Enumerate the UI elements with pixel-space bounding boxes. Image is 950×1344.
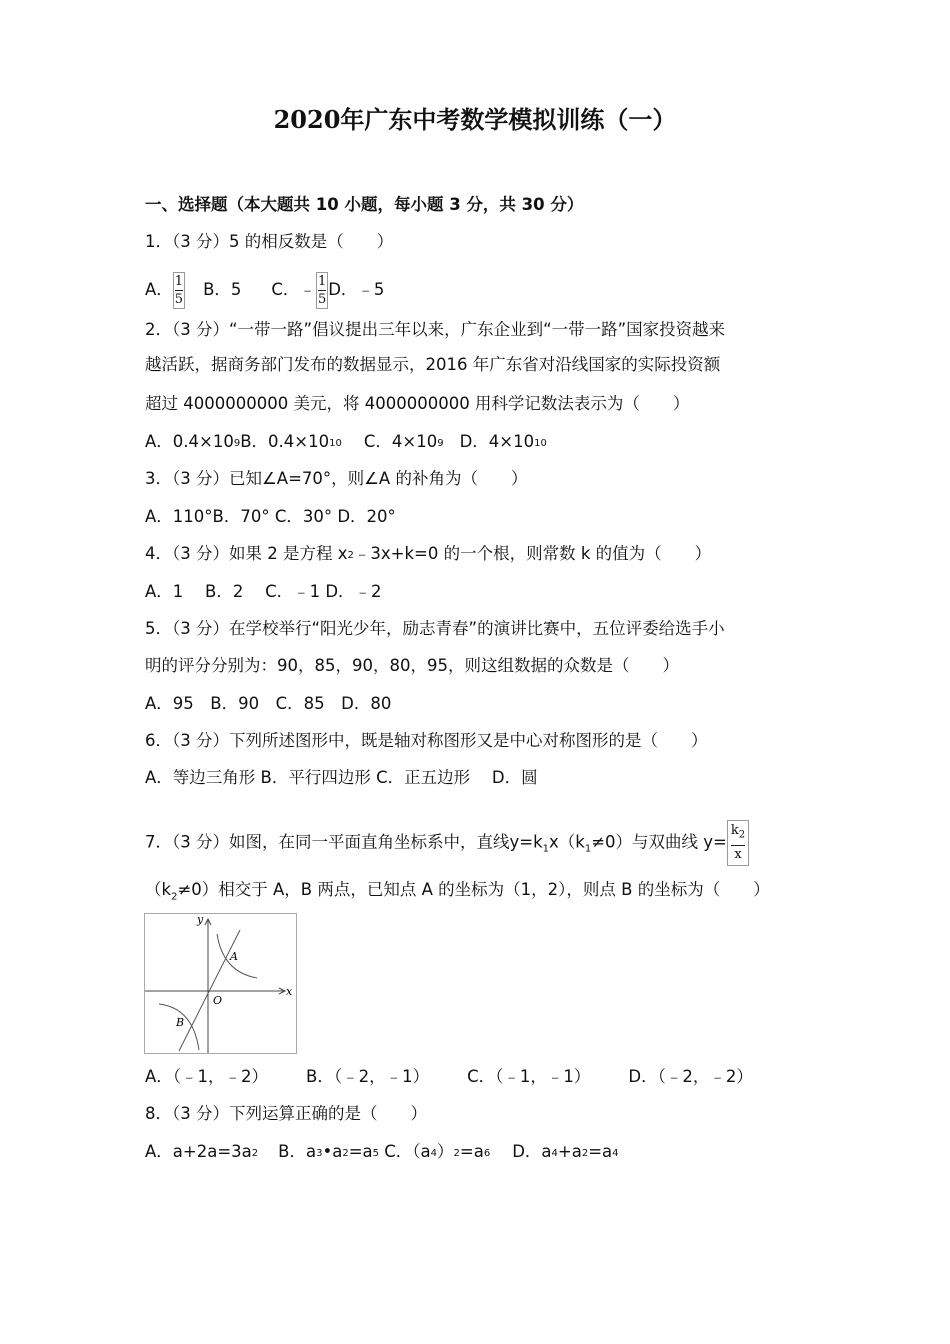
numerator	[731, 822, 745, 845]
question-8-stem: 8．（3 分）下列运算正确的是（ ）	[145, 1104, 427, 1123]
question-7-line-1	[145, 820, 749, 866]
option-c: C．（a	[379, 1142, 431, 1161]
question-6-stem: 6．（3 分）下列所述图形中，既是轴对称图形又是中心对称图形的是（ ）	[145, 731, 708, 750]
option-d: D．﹣5	[328, 280, 385, 299]
question-3-stem: 3．（3 分）已知∠A=70°，则∠A 的补角为（ ）	[145, 469, 528, 488]
label-point-a: A	[230, 950, 238, 963]
denominator: 5	[317, 292, 327, 307]
fraction-k2-over-x	[727, 820, 749, 866]
exponent: 4	[612, 1148, 619, 1159]
question-2-line-1: 2．（3 分）“一带一路”倡议提出三年以来，广东企业到“一带一路”国家投资越来	[145, 320, 726, 339]
exponent: 3	[316, 1148, 323, 1159]
option-a: A．a+2a=3a	[145, 1142, 252, 1161]
option-d-part: +a	[557, 1142, 582, 1161]
option-b: B．a	[278, 1142, 317, 1161]
k-symbol: k	[730, 823, 739, 838]
question-5-options: A．95 B．90 C．85 D．80	[145, 694, 392, 713]
option-d: D．4×10	[459, 432, 535, 451]
option-d: D．a	[512, 1142, 552, 1161]
numerator: 1	[174, 274, 184, 289]
question-1-options	[145, 272, 384, 309]
numerator: 1	[317, 274, 327, 289]
exponent: 10	[534, 438, 547, 449]
coordinate-figure	[144, 913, 297, 1054]
question-3-options: A．110°B．70° C．30° D．20°	[145, 507, 396, 526]
question-8-options	[145, 1140, 619, 1164]
figure-svg	[145, 914, 296, 1053]
label-origin: O	[213, 994, 223, 1007]
exponent: 2	[342, 1148, 349, 1159]
question-2-line-2: 越活跃，据商务部门发布的数据显示，2016 年广东省对沿线国家的实际投资额	[145, 355, 721, 374]
option-b-part: •a	[322, 1142, 343, 1161]
question-4-options: A．1 B．2 C．﹣1 D．﹣2	[145, 582, 382, 601]
stem-part: ≠0）相交于 A，B 两点，已知点 A 的坐标为（1，2），则点 B 的坐标为（ ）	[177, 880, 770, 899]
option-c-part: ）	[437, 1142, 454, 1161]
stem-part: 4．（3 分）如果 2 是方程 x	[145, 544, 348, 563]
option-c: C．4×10	[363, 432, 438, 451]
option-a: A．0.4×10	[145, 432, 234, 451]
question-5-line-2: 明的评分分别为：90，85，90，80，95，则这组数据的众数是（ ）	[145, 656, 679, 675]
option-a: A．（﹣1，﹣2）	[145, 1067, 269, 1086]
exponent: 2	[347, 550, 354, 561]
option-a-label: A．	[145, 280, 173, 299]
question-7-options	[145, 1065, 753, 1089]
label-x: x	[286, 985, 293, 998]
denominator: x	[734, 846, 742, 862]
question-6-options: A．等边三角形 B．平行四边形 C．正五边形 D．圆	[145, 768, 538, 787]
exponent: 2	[581, 1148, 589, 1159]
subscript: 1	[542, 843, 550, 855]
option-b: B．5	[203, 280, 242, 299]
subscript: 2	[171, 891, 178, 903]
question-2-options	[145, 430, 547, 454]
question-2-line-3: 超过 4000000000 美元，将 4000000000 用科学记数法表示为（ ）	[145, 394, 690, 413]
stem-part: 7．（3 分）如图，在同一平面直角坐标系中，直线y=k	[145, 832, 543, 852]
stem-part: ≠0）与双曲线 y=	[591, 832, 727, 852]
exponent: 2	[453, 1148, 460, 1159]
option-c-label: C．﹣	[271, 280, 316, 299]
exponent: 2	[251, 1148, 259, 1159]
subscript: 1	[584, 843, 592, 855]
stem-part: x（k	[549, 832, 585, 852]
fraction-neg-one-fifth	[316, 272, 328, 309]
question-5-line-1: 5．（3 分）在学校举行“阳光少年，励志青春”的演讲比赛中，五位评委给选手小	[145, 619, 725, 638]
question-1-stem: 1．（3 分）5 的相反数是（ ）	[145, 232, 394, 251]
denominator: 5	[174, 292, 184, 307]
exponent: 9	[437, 438, 444, 449]
exponent: 6	[483, 1148, 491, 1159]
question-7-line-2	[145, 878, 770, 909]
option-b: B．（﹣2，﹣1）	[306, 1067, 430, 1086]
exponent: 4	[430, 1148, 438, 1159]
exponent: 10	[329, 438, 342, 449]
question-4-stem	[145, 542, 711, 566]
option-c: C．（﹣1，﹣1）	[467, 1067, 591, 1086]
option-d-part: =a	[588, 1142, 613, 1161]
option-b: B．0.4×10	[240, 432, 330, 451]
subscript: 2	[738, 829, 746, 841]
exponent: 9	[233, 438, 241, 449]
option-b-part: =a	[348, 1142, 373, 1161]
exponent: 5	[372, 1148, 379, 1159]
page-title: 2020年广东中考数学模拟训练（一）	[273, 105, 677, 134]
exponent: 4	[551, 1148, 558, 1159]
option-c-part: =a	[459, 1142, 484, 1161]
stem-part: （k	[145, 880, 172, 899]
section-heading: 一、选择题（本大题共 10 小题，每小题 3 分，共 30 分）	[145, 195, 584, 214]
option-d: D．（﹣2，﹣2）	[628, 1067, 753, 1086]
stem-part: ﹣3x+k=0 的一个根，则常数 k 的值为（ ）	[353, 544, 712, 563]
label-point-b: B	[176, 1016, 185, 1029]
label-y: y	[197, 914, 204, 926]
fraction-one-fifth	[173, 272, 185, 309]
